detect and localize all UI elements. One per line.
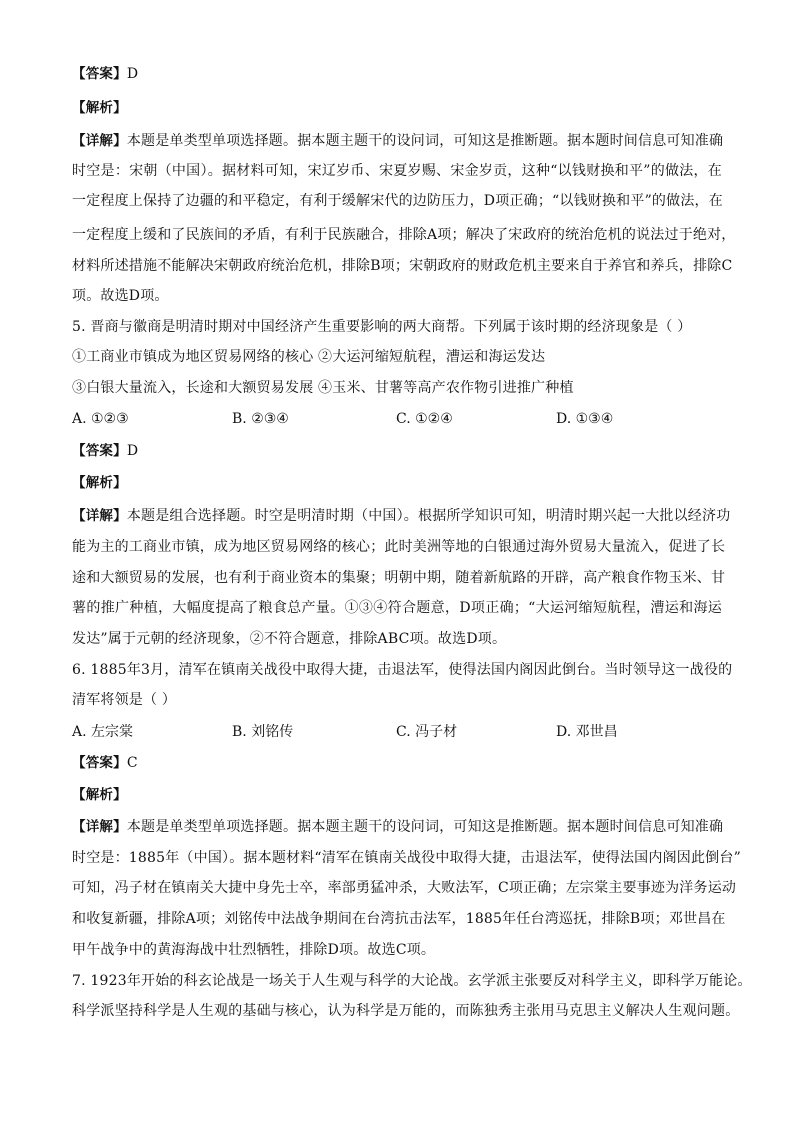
option-b: B. 刘铭传 xyxy=(232,724,294,740)
detail-line: 薯的推广种植，大幅度提高了粮食总产量。①③④符合题意，D项正确；“大运河缩短航程，漕运和海运 xyxy=(72,600,722,616)
option-d: D. 邓世昌 xyxy=(556,724,618,740)
detail-line: 和收复新疆，排除A项；刘铭传中法战争期间在台湾抗击法军，1885年任台湾巡抚，排除B项；邓世昌在 xyxy=(72,911,726,927)
question-7-stem: 7. 1923年开始的科玄论战是一场关于人生观与科学的大论战。玄学派主张要反对科学主义，即科学万能论。 xyxy=(72,973,752,989)
detail-line: 途和大额贸易的发展，也有利于商业资本的集聚；明朝中期，随着新航路的开辟，高产粮食作物玉米、甘 xyxy=(72,570,726,586)
detail-line: 可知，冯子材在镇南关大捷中身先士卒，率部勇猛冲杀，大败法军，C项正确；左宗棠主要事迹为洋务运动 xyxy=(72,880,737,896)
detail-text: 本题是单类型单项选择题。据本题主题干的设问词，可知这是推断题。据本题时间信息可知准确 xyxy=(126,819,724,835)
detail-label: 【详解】 xyxy=(72,133,127,149)
option-c: C. ①②④ xyxy=(396,411,453,427)
detail-line xyxy=(72,817,722,837)
detail-line: 时空是：宋朝（中国）。据材料可知，宋辽岁币、宋夏岁赐、宋金岁贡，这种“以钱财换和平”的做法，在 xyxy=(72,163,722,179)
analysis-heading xyxy=(72,473,127,493)
answer-value: D xyxy=(126,443,139,459)
detail-label: 【详解】 xyxy=(72,508,127,524)
analysis-label: 【解析】 xyxy=(72,100,127,116)
analysis-label: 【解析】 xyxy=(72,475,127,491)
answer-label: 【答案】 xyxy=(72,66,127,82)
answer-label: 【答案】 xyxy=(72,443,127,459)
option-a: A. ①②③ xyxy=(72,411,129,427)
detail-line xyxy=(72,506,731,526)
question-5-statements: ③白银大量流入，长途和大额贸易发展 ④玉米、甘薯等高产农作物引进推广种植 xyxy=(72,380,574,396)
answer-label: 【答案】 xyxy=(72,755,127,771)
detail-line: 能为主的工商业市镇，成为地区贸易网络的核心；此时美洲等地的白银通过海外贸易大量流入，促进了长 xyxy=(72,539,726,555)
question-6-stem: 清军将领是（ ） xyxy=(72,692,177,708)
option-a: A. 左宗棠 xyxy=(72,724,134,740)
option-b: B. ②③④ xyxy=(232,411,289,427)
detail-line xyxy=(72,131,722,151)
detail-text: 本题是组合选择题。时空是明清时期（中国）。根据所学知识可知，明清时期兴起一大批以经济功 xyxy=(126,508,731,524)
detail-line: 发达”属于元朝的经济现象，②不符合题意，排除ABC项。故选D项。 xyxy=(72,631,507,647)
answer-row xyxy=(72,64,138,84)
option-c: C. 冯子材 xyxy=(396,724,458,740)
option-d: D. ①③④ xyxy=(556,411,614,427)
answer-value: D xyxy=(126,66,139,82)
answer-value: C xyxy=(126,755,138,771)
question-5-statements: ①工商业市镇成为地区贸易网络的核心 ②大运河缩短航程，漕运和海运发达 xyxy=(72,349,546,365)
detail-text: 本题是单类型单项选择题。据本题主题干的设问词，可知这是推断题。据本题时间信息可知准确 xyxy=(126,133,724,149)
detail-line: 时空是：1885年（中国）。据本题材料“清军在镇南关战役中取得大捷，击退法军，使得法国内阁因此倒台” xyxy=(72,850,741,866)
answer-row xyxy=(72,753,138,773)
question-5-stem: 5. 晋商与徽商是明清时期对中国经济产生重要影响的两大商帮。下列属于该时期的经济现象是（ ） xyxy=(72,319,692,335)
detail-line: 一定程度上保持了边疆的和平稳定，有利于缓解宋代的边防压力，D项正确；“以钱财换和平”的做法，在 xyxy=(72,193,723,209)
analysis-heading xyxy=(72,785,127,805)
question-6-stem: 6. 1885年3月，清军在镇南关战役中取得大捷，击退法军，使得法国内阁因此倒台。当时领导这一战役的 xyxy=(72,662,733,678)
detail-line: 项。故选D项。 xyxy=(72,288,169,304)
analysis-heading xyxy=(72,98,127,118)
analysis-label: 【解析】 xyxy=(72,787,127,803)
question-7-stem: 科学派坚持科学是人生观的基础与核心，认为科学是万能的，而陈独秀主张用马克思主义解决人生观问题。 xyxy=(72,1003,740,1019)
detail-label: 【详解】 xyxy=(72,819,127,835)
detail-line: 甲午战争中的黄海海战中壮烈牺牲，排除D项。故选C项。 xyxy=(72,942,436,958)
answer-row xyxy=(72,441,138,461)
detail-line: 材料所述措施不能解决宋朝政府统治危机，排除B项；宋朝政府的财政危机主要来自于养官和养兵，排除C xyxy=(72,258,733,274)
detail-line: 一定程度上缓和了民族间的矛盾，有利于民族融合，排除A项；解决了宋政府的统治危机的说法过于绝对， xyxy=(72,227,736,243)
